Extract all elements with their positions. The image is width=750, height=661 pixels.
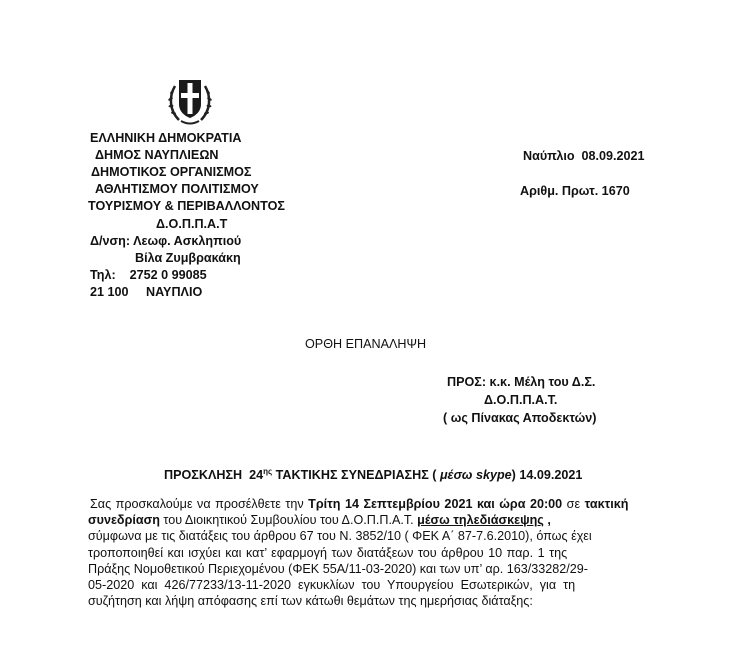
issuer-postcode-city: 21 100 ΝΑΥΠΛΙΟ [90, 285, 203, 299]
correction-notice: ΟΡΘΗ ΕΠΑΝΑΛΗΨΗ [305, 337, 427, 351]
invitation-title: ΠΡΟΣΚΛΗΣΗ $24^{\eta\varsigma}$ ΤΑΚΤΙΚΗΣ ΣΥΝΕΔΡΙΑΣΗΣ ( μέσω skype) 14.09.2021 [164, 467, 583, 483]
issuer-organization-line3: ΤΟΥΡΙΣΜΟΥ & ΠΕΡΙΒΑΛΛΟΝΤΟΣ [88, 199, 285, 213]
issuer-country: ΕΛΛΗΝΙΚΗ ΔΗΜΟΚΡΑΤΙΑ [90, 131, 242, 145]
greek-emblem-icon [165, 66, 215, 128]
recipients-note: ( ως Πίνακας Αποδεκτών) [443, 411, 597, 425]
issuer-phone: Τηλ: 2752 0 99085 [90, 268, 207, 282]
issuer-building: Βίλα Ζυμβρακάκη [135, 251, 241, 265]
recipients-organization: Δ.Ο.Π.Π.Α.Τ. [484, 393, 558, 407]
document-date: Ναύπλιο 08.09.2021 [523, 149, 645, 163]
issuer-address: Δ/νση: Λεωφ. Ασκληπιού [90, 234, 242, 248]
issuer-organization-line1: ΔΗΜΟΤΙΚΟΣ ΟΡΓΑΝΙΣΜΟΣ [91, 165, 252, 179]
protocol-number: Αριθμ. Πρωτ. 1670 [520, 184, 630, 198]
recipients-to: ΠΡΟΣ: κ.κ. Μέλη του Δ.Σ. [447, 375, 596, 389]
issuer-municipality: ΔΗΜΟΣ ΝΑΥΠΛΙΕΩΝ [95, 148, 219, 162]
invitation-body: Σας προσκαλούμε να προσέλθετε την Τρίτη 14 Σεπτεμβρίου 2021 και ώρα 20:00 σε τακτική συνεδρίαση του Διοικητικού Συμβουλίου του Δ.Ο.Π.Π.Α.Τ. μέσω τηλεδιάσκεψης , σύμφωνα με τις διατάξεις του άρθρου 67 του Ν. 3852/10 ( ΦΕΚ Α΄ 87-7.6.2010), όπως έχει τροποποιηθεί και ισχύει και κατ’ εφαρμογή των διατάξεων του άρθρου 10 παρ. 1 της Πράξης Νομοθετικού Περιεχομένου (ΦΕΚ 55Α/11-03-2020) και των υπ’ αρ. 163/33282/29- 05-2020 και 426/77233/13-11-2020 εγκυκλίων του Υπουργείου Εσωτερικών, για τη συζήτηση και λήψη απόφασης επί των κάτωθι θεμάτων της ημερήσιας διάταξης: [88, 497, 629, 609]
issuer-acronym: Δ.Ο.Π.Π.Α.Τ [156, 217, 228, 231]
issuer-organization-line2: ΑΘΛΗΤΙΣΜΟΥ ΠΟΛΙΤΙΣΜΟΥ [95, 182, 259, 196]
